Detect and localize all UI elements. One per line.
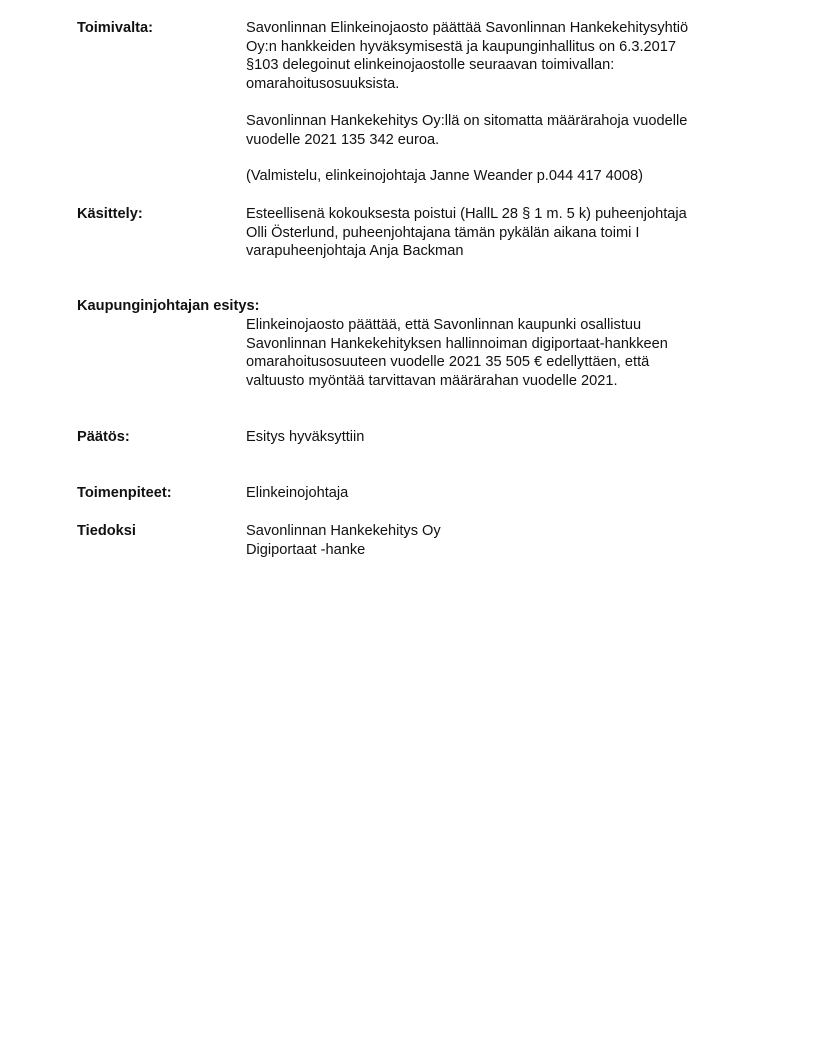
- kasittely-label: Käsittely:: [77, 206, 143, 222]
- tiedoksi-label: Tiedoksi: [77, 523, 136, 539]
- kasittely-line: varapuheenjohtaja Anja Backman: [246, 243, 464, 259]
- toimivalta-label: Toimivalta:: [77, 20, 153, 36]
- esitys-text: [246, 316, 746, 390]
- toimivalta-p1-line: §103 delegoinut elinkeinojaostolle seuraavan toimivallan:: [246, 57, 615, 73]
- tiedoksi-line: Savonlinnan Hankekehitys Oy: [246, 523, 441, 539]
- paatos-label: Päätös:: [77, 429, 130, 445]
- toimivalta-p1-line: Savonlinnan Elinkeinojaosto päättää Savonlinnan Hankekehitysyhtiö: [246, 20, 689, 36]
- esitys-line: Elinkeinojaosto päättää, että Savonlinnan kaupunki osallistuu: [246, 317, 642, 333]
- toimivalta-paragraph-2: [246, 112, 746, 149]
- esitys-line: valtuusto myöntää tarvittavan määrärahan vuodelle 2021.: [246, 372, 618, 389]
- toimenpiteet-label: Toimenpiteet:: [77, 485, 172, 501]
- esitys-line: Savonlinnan Hankekehityksen hallinnoiman digiportaat-hankkeen: [246, 335, 668, 352]
- esitys-line: omarahoitusosuuteen vuodelle 2021 35 505 € edellyttäen, että: [246, 354, 650, 370]
- toimivalta-p3-line: (Valmistelu, elinkeinojohtaja Janne Weander p.044 417 4008): [246, 168, 643, 184]
- toimivalta-p2-line: Savonlinnan Hankekehitys Oy:llä on sitomatta määrärahoja vuodelle: [246, 113, 688, 129]
- tiedoksi-line: Digiportaat -hanke: [246, 541, 366, 558]
- toimenpiteet-text: Elinkeinojohtaja: [246, 485, 349, 501]
- toimivalta-p1-line: omarahoitusosuuksista.: [246, 75, 400, 92]
- kasittely-line: Esteellisenä kokouksesta poistui (HallL 28 § 1 m. 5 k) puheenjohtaja: [246, 206, 687, 222]
- kasittely-text: [246, 205, 746, 261]
- toimivalta-p1-line: Oy:n hankkeiden hyväksymisestä ja kaupunginhallitus on 6.3.2017: [246, 38, 676, 55]
- tiedoksi-text: [246, 522, 746, 559]
- paatos-text: Esitys hyväksyttiin: [246, 429, 365, 445]
- toimivalta-paragraph-3: [246, 167, 746, 186]
- esitys-label: Kaupunginjohtajan esitys:: [77, 298, 260, 314]
- toimivalta-p2-line: vuodelle 2021 135 342 euroa.: [246, 131, 440, 148]
- kasittely-line: Olli Österlund, puheenjohtajana tämän pykälän aikana toimi I: [246, 224, 640, 241]
- toimivalta-paragraph-1: [246, 19, 746, 93]
